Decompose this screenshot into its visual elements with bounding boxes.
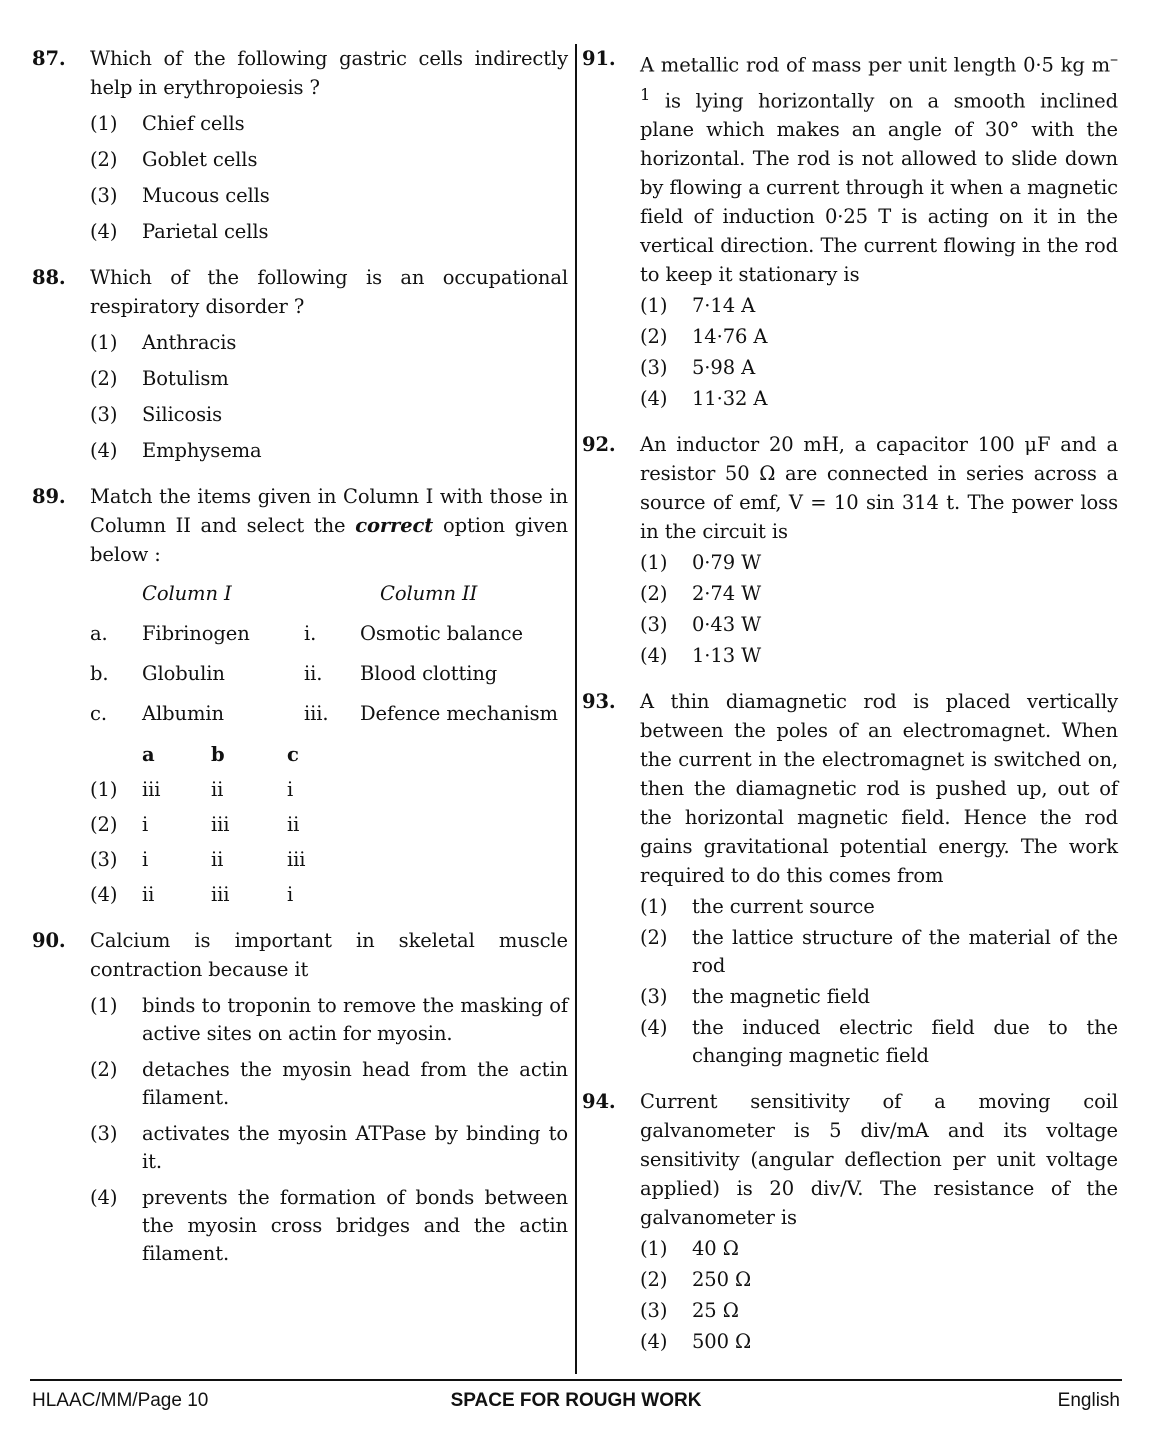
question-number: 93. [582, 690, 616, 713]
option: (2) 2·74 W [640, 582, 762, 605]
question-text: A metallic rod of mass per unit length 0·5 kg $m^{-1}$ is lying horizontally on a smooth inclined plane which makes an angle of 30° with the horizontal. The rod is not allowed to slide down by flowing a current through it when a magnetic field of induction 0·25 T is acting on it in the vertical direction. The current flowing in the rod to keep it stationary is [640, 49, 1118, 286]
option: (3) 25 Ω [640, 1299, 739, 1322]
option: (1) binds to troponin to remove the masking of active sites on actin for myosin. [90, 994, 568, 1045]
option: (2) Botulism [90, 367, 229, 390]
question-text: Current sensitivity of a moving coil galvanometer is 5 div/mA and its voltage sensitivity (angular deflection per unit voltage applied) is 20 div/V. The resistance of the galvanometer is [640, 1090, 1118, 1229]
question-93 [582, 687, 1118, 1070]
question-94 [582, 1087, 1118, 1356]
footer-center: SPACE FOR ROUGH WORK [450, 1390, 702, 1411]
option: (4) 1·13 W [640, 644, 762, 667]
left-column [32, 44, 568, 1285]
footer-page-id: HLAAC/MM/Page 10 [32, 1390, 209, 1411]
footer-language: English [1057, 1390, 1120, 1411]
option: (4) 11·32 A [640, 387, 768, 410]
question-90 [32, 926, 568, 1268]
option: (2) 250 Ω [640, 1268, 752, 1291]
question-89 [32, 482, 568, 909]
question-text: Calcium is important in skeletal muscle contraction because it [90, 929, 568, 981]
question-number: 91. [582, 47, 616, 70]
option: (2) 14·76 A [640, 325, 768, 348]
question-91 [582, 44, 1118, 413]
option: (3) 5·98 A [640, 356, 756, 379]
option: (3) Mucous cells [90, 184, 270, 207]
question-number: 87. [32, 47, 66, 70]
option: (1) 7·14 A [640, 294, 756, 317]
question-number: 92. [582, 433, 616, 456]
option: (3) 0·43 W [640, 613, 762, 636]
question-text: An inductor 20 mH, a capacitor 100 μF and a resistor 50 Ω are connected in series across a source of emf, V = 10 sin 314 t. The power loss in the circuit is [640, 433, 1118, 543]
question-text: Which of the following gastric cells indirectly help in erythropoiesis ? [90, 47, 568, 99]
question-text: A thin diamagnetic rod is placed vertically between the poles of an electromagnet. When the current in the electromagnet is switched on, then the diamagnetic rod is pushed up, out of the horizontal magnetic field. Hence the rod gains gravitational potential energy. The work required to do this comes from [640, 690, 1118, 887]
option: (1) Chief cells [90, 112, 245, 135]
option: (3) activates the myosin ATPase by binding to it. [90, 1122, 568, 1173]
option: (4) Emphysema [90, 439, 262, 462]
column-divider [575, 44, 577, 1374]
option: (2) the lattice structure of the material of the rod [640, 926, 1118, 977]
option: (4) 500 Ω [640, 1330, 752, 1353]
right-column [582, 44, 1118, 1373]
option: (1) 0·79 W [640, 551, 762, 574]
option: (1) 40 Ω [640, 1237, 739, 1260]
option: (2) Goblet cells [90, 148, 258, 171]
footer-rule [30, 1379, 1122, 1381]
column-header: Column I [142, 582, 232, 605]
question-number: 90. [32, 929, 66, 952]
option: (2) detaches the myosin head from the actin filament. [90, 1058, 568, 1109]
option: (4) the induced electric field due to the changing magnetic field [640, 1016, 1118, 1067]
question-number: 88. [32, 266, 66, 289]
option: (1) Anthracis [90, 331, 237, 354]
emphasis: correct [355, 514, 434, 537]
option: (1) the current source [640, 895, 875, 918]
question-88 [32, 263, 568, 465]
column-header: Column II [380, 582, 478, 605]
question-92 [582, 430, 1118, 670]
answer-table: a b c (1) iii ii i (2) i iii ii (3) i ii iii (4) ii iii i [90, 743, 306, 906]
question-number: 89. [32, 485, 66, 508]
option: (4) Parietal cells [90, 220, 269, 243]
question-text: Which of the following is an occupational respiratory disorder ? [90, 266, 568, 318]
match-table: Column I Column II a. Fibrinogen i. Osmotic balance b. Globulin ii. Blood clotting c. Albumin iii. Defence mechanism [90, 579, 568, 728]
option: (3) the magnetic field [640, 985, 870, 1008]
question-87 [32, 44, 568, 246]
option: (4) prevents the formation of bonds between the myosin cross bridges and the actin filament. [90, 1186, 568, 1265]
question-text: Match the items given in Column I with those in Column II and select the correct option given below : [90, 485, 568, 566]
option: (3) Silicosis [90, 403, 223, 426]
question-number: 94. [582, 1090, 616, 1113]
